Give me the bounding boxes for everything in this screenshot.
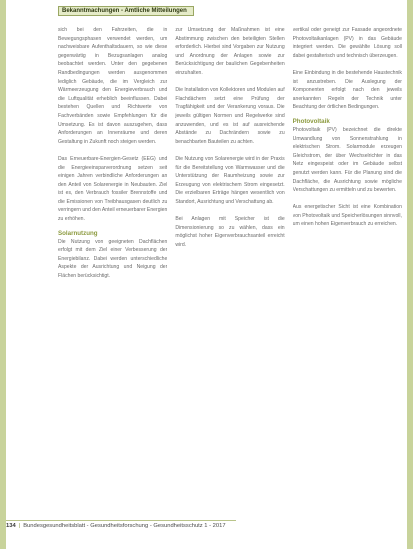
footer-separator: | xyxy=(18,523,21,529)
body-columns xyxy=(58,26,402,516)
body-paragraph: Die Nutzung von geeigneten Dachflächen erfolgt mit dem Ziel einer Verbesserung der Energiebilanz. Dabei werden unterschiedliche Aspekte der Ausrichtung und Neigung der Flächen berücksichtigt. xyxy=(58,238,168,280)
body-paragraph: zur Umsetzung der Maßnahmen ist eine Abstimmung zwischen den beteiligten Stellen erforderlich. Hierbei sind Vorgaben zur Nutzung und Anordnung der Anlagen sowie zur Berücksichtigung der baulichen Gegebenheiten einzuhalten. xyxy=(175,27,285,76)
left-margin-bar xyxy=(0,0,6,549)
section-heading: Solarnutzung xyxy=(58,229,98,237)
body-paragraph: Die Installation von Kollektoren und Modulen auf Flachdächern setzt eine Prüfung der Tragfähigkeit und der Verankerung voraus. Die jeweils gültigen Normen und Regelwerke sind anzuwenden, und es ist auf ausreichende Abstände zu Dachrändern sowie zu benachbarten Bauteilen zu achten. xyxy=(175,87,285,145)
journal-citation: Bundesgesundheitsblatt - Gesundheitsforschung - Gesundheitsschutz 1 - 2017 xyxy=(23,523,226,529)
body-paragraph: Bei Anlagen mit Speicher ist die Dimensionierung so zu wählen, dass ein möglichst hoher Eigenverbrauchsanteil erreicht wird. xyxy=(175,216,285,248)
body-paragraph: sich bei den Fahrzeiten, die in Bewegungsphasen verwendet werden, um nachweisbare Aufenthaltsdauern, so wie diese gegenwärtig in Bezugsanlagen analog beobachtet werden. Unter den gegebenen Randbedingungen werden ausgenommen lediglich Gebäude, die im Vergleich zur Wärmeerzeugung den Energieverbrauch und die Luftqualität erheblich beeinflussen. Dabei bestehen Quellen und Richtwerte von Fachverbänden sowie Empfehlungen für die Umsetzung. Es ist davon auszugehen, dass Anforderungen an Innenräume und deren Gestaltung in Zukunft noch steigen werden. xyxy=(58,27,168,145)
column-left xyxy=(58,26,167,516)
body-paragraph: Das Erneuerbare-Energien-Gesetz (EEG) und die Energieeinsparverordnung setzen seit einigen Jahren verbindliche Anforderungen an den Anteil von Solarenergie in Neubauten. Ziel ist es, den Verbrauch fossiler Brennstoffe und die Emissionen von Treibhausgasen deutlich zu verringern und den Anteil erneuerbarer Energien zu erhöhen. xyxy=(58,155,168,223)
page-number: 134 xyxy=(6,523,16,529)
page-footer xyxy=(6,520,236,531)
right-margin-bar xyxy=(407,0,413,549)
body-paragraph: Die Nutzung von Solarenergie wird in der Praxis für die Bereitstellung von Warmwasser und die Unterstützung der Raumheizung sowie zur Erzeugung von elektrischem Strom eingesetzt. Die erzielbaren Erträge hängen wesentlich von Standort, Ausrichtung und Verschattung ab. xyxy=(175,155,285,205)
section-heading: Photovoltaik xyxy=(292,117,330,125)
body-paragraph: Photovoltaik (PV) bezeichnet die direkte Umwandlung von Sonnenstrahlung in elektrischen Strom. Solarmodule erzeugen Gleichstrom, der über Wechselrichter in das Netz eingespeist oder im Gebäude selbst genutzt werden kann. Für die Planung sind die Dachfläche, die Ausrichtung sowie mögliche Verschattungen zu ermitteln und zu bewerten. xyxy=(292,126,402,194)
body-paragraph: vertikal oder geneigt zur Fassade angeordnete Photovoltaikanlagen (PV) in das Gebäude integriert werden. Die gewählte Lösung soll dabei gestalterisch und technisch überzeugen. xyxy=(292,27,402,59)
column-middle xyxy=(175,26,284,516)
column-right xyxy=(293,26,402,516)
body-paragraph: Aus energetischer Sicht ist eine Kombination von Photovoltaik und Speicherlösungen sinnvoll, um einen hohen Eigenverbrauch zu erreichen. xyxy=(292,204,402,228)
body-paragraph: Eine Einbindung in die bestehende Haustechnik ist anzustreben. Die Auslegung der Komponenten erfolgt nach den jeweils anerkannten Regeln der Technik unter Beachtung der örtlichen Bedingungen. xyxy=(292,69,402,111)
section-header: Bekanntmachungen - Amtliche Mitteilungen xyxy=(58,6,194,16)
